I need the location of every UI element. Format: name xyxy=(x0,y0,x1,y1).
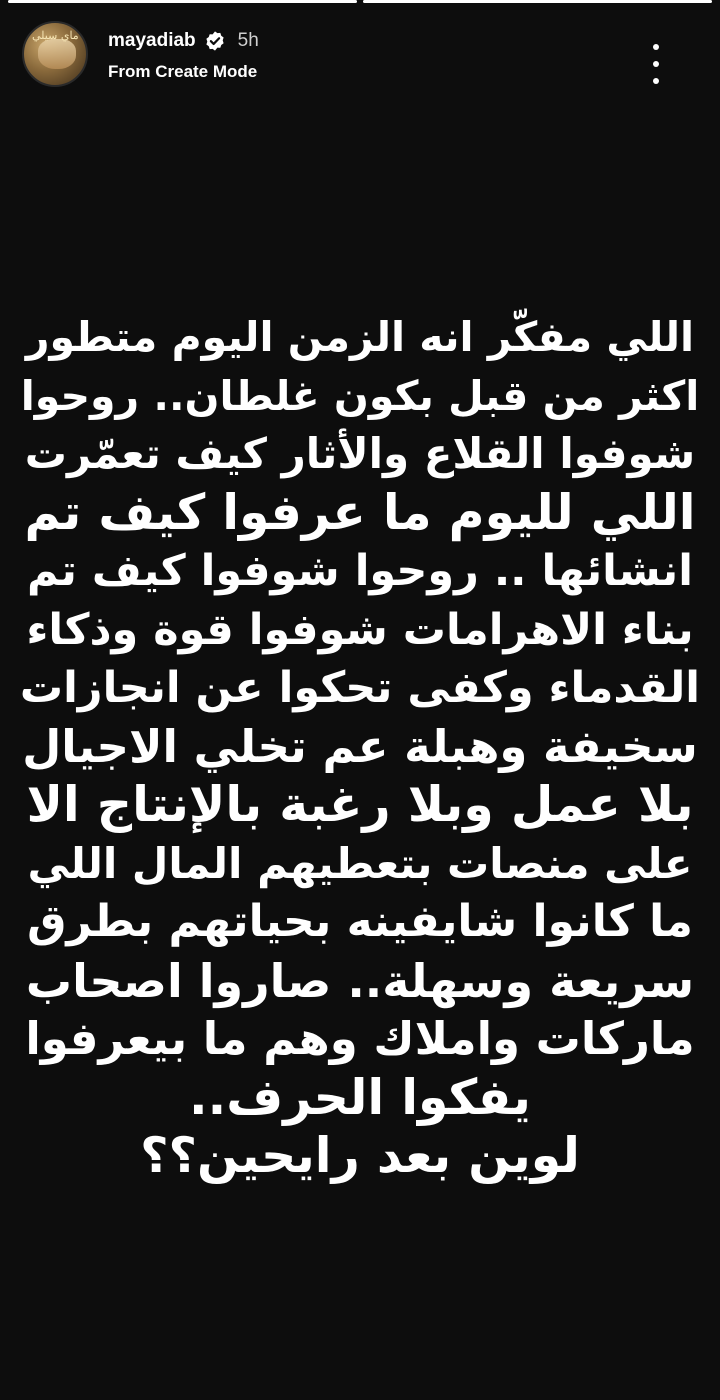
username[interactable]: mayadiab xyxy=(108,30,196,51)
story-line: سريعة وسهلة.. صاروا اصحاب xyxy=(25,953,695,1008)
avatar-caption: ماي سيلي xyxy=(32,29,79,42)
avatar-figure xyxy=(38,39,76,69)
story-line: بناء الاهرامات شوفوا قوة وذكاء xyxy=(26,604,694,655)
progress-segment-1 xyxy=(8,0,357,3)
verified-badge-icon xyxy=(204,30,226,52)
story-header xyxy=(22,14,700,94)
story-line: اللي مفكّر انه الزمن اليوم متطور xyxy=(25,313,695,361)
story-meta xyxy=(108,26,259,82)
story-line: ما كانوا شايفينه بحياتهم بطرق xyxy=(27,896,693,947)
avatar[interactable] xyxy=(22,21,88,87)
story-line: سخيفة وهبلة عم تخلي الاجيال xyxy=(22,719,698,773)
story-text xyxy=(20,308,700,1186)
progress-segment-2 xyxy=(363,0,712,3)
story-progress xyxy=(8,0,712,4)
story-line: اكثر من قبل بكون غلطان.. روحوا xyxy=(20,371,700,420)
create-mode-label[interactable]: From Create Mode xyxy=(108,62,258,81)
story-line: يفكوا الحرف.. xyxy=(189,1068,531,1126)
post-time: 5h xyxy=(237,30,259,51)
story-line: اللي لليوم ما عرفوا كيف تم xyxy=(24,483,696,541)
progress-fill-2 xyxy=(363,0,712,3)
story-line: ماركات واملاك وهم ما بيعرفوا xyxy=(25,1012,695,1065)
story-line: لوين بعد رايحين؟؟ xyxy=(140,1127,580,1184)
story-line: على منصات بتعطيهم المال اللي xyxy=(27,838,693,888)
story-line: شوفوا القلاع والأثار كيف تعمّرت xyxy=(24,429,696,478)
story-line: القدماء وكفى تحكوا عن انجازات xyxy=(19,663,700,713)
more-vertical-icon[interactable] xyxy=(646,44,666,84)
story-line: انشائها .. روحوا شوفوا كيف تم xyxy=(27,546,693,596)
story-line: بلا عمل وبلا رغبة بالإنتاج الا xyxy=(26,776,694,833)
progress-fill-1 xyxy=(8,0,357,3)
